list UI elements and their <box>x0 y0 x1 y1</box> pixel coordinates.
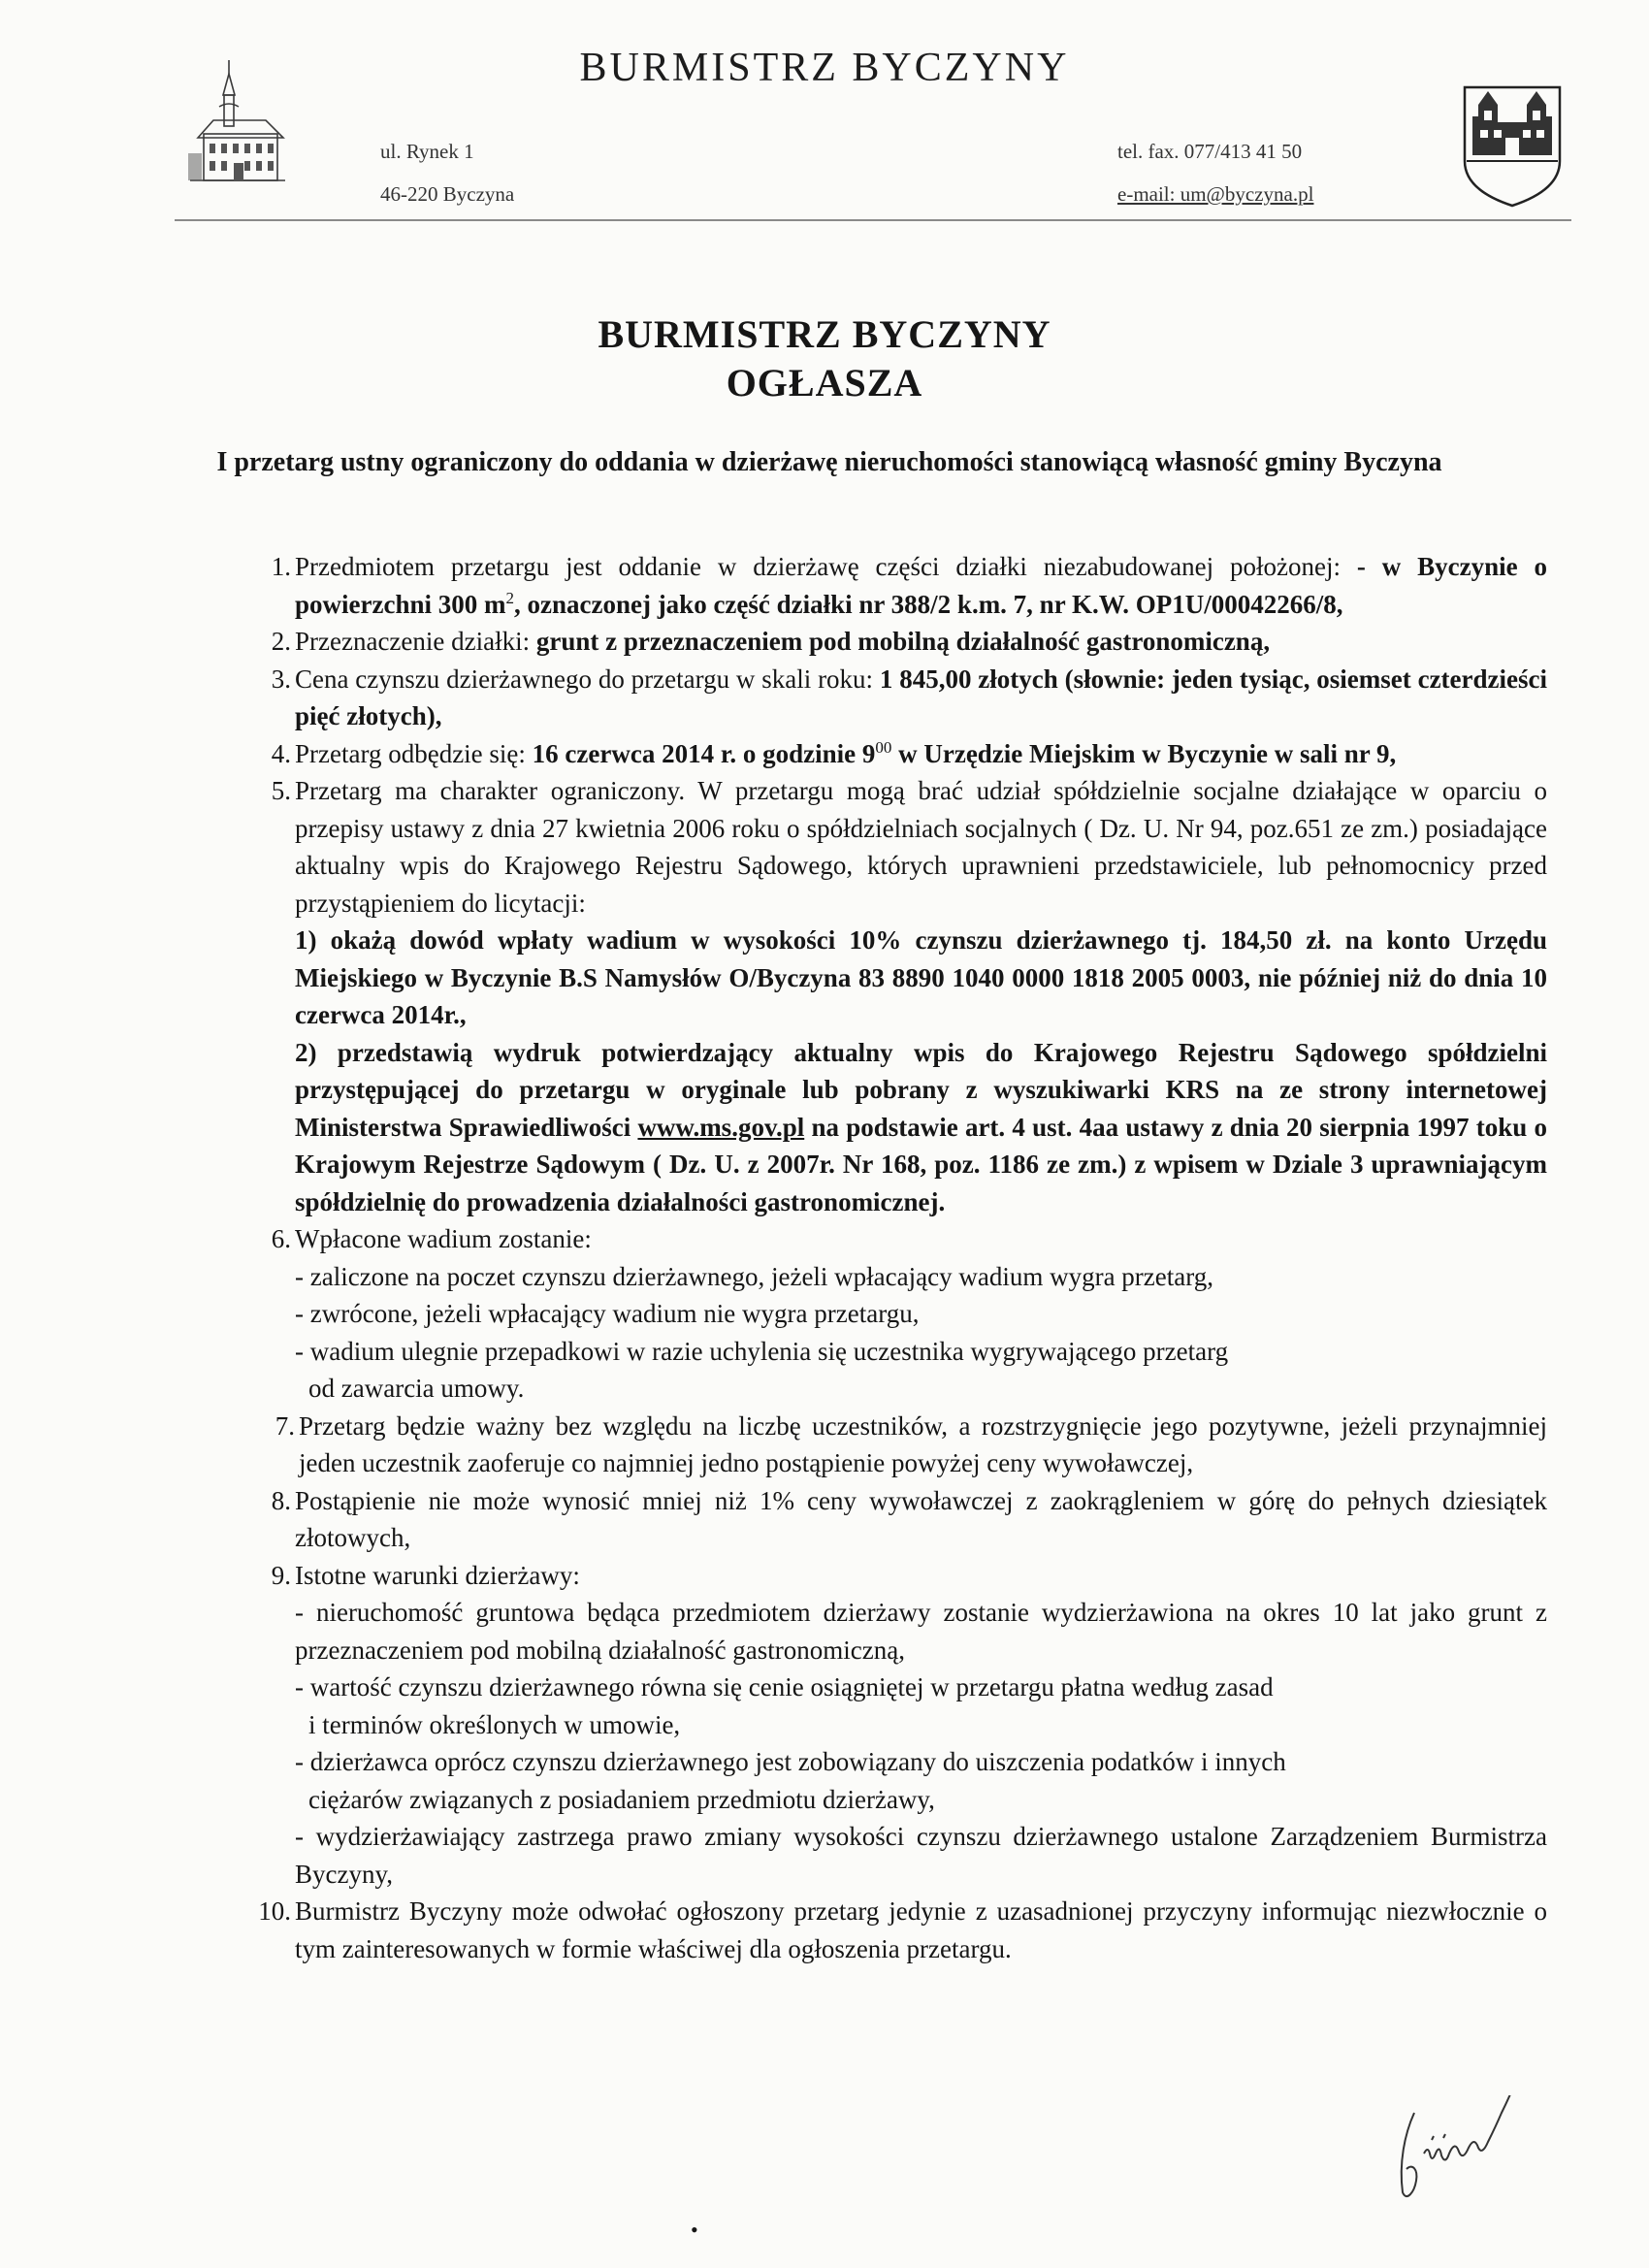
email-link[interactable]: e-mail: um@byczyna.pl <box>1117 182 1314 206</box>
letterhead-divider <box>175 219 1571 221</box>
announcement-subtitle: I przetarg ustny ograniczony do oddania w dzierżawę nieruchomości stanowiącą własność gminy Byczyna <box>216 447 1442 477</box>
item-bold: w Urzędzie Miejskim w Byczynie w sali nr 9, <box>891 738 1397 768</box>
ms-gov-link[interactable]: www.ms.gov.pl <box>637 1112 805 1142</box>
item-number: 4. <box>271 738 291 768</box>
item-bold: grunt z przeznaczeniem pod mobilną działalność gastronomiczną, <box>535 627 1271 656</box>
item-number: 10. <box>258 1896 291 1926</box>
bullet: - nieruchomość gruntowa będąca przedmiotem dzierżawy zostanie wydzierżawiona na okres 10 lat jako grunt z przeznaczeniem pod mobilną działalność gastronomiczną, <box>295 1598 1547 1665</box>
letterhead-title: BURMISTRZ BYCZYNY <box>579 46 1070 90</box>
heading-line-1: BURMISTRZ BYCZYNY <box>598 312 1051 356</box>
list-item-7 <box>242 1408 1547 1482</box>
list-item-6 <box>242 1220 1547 1408</box>
item-number: 3. <box>271 664 291 694</box>
item-number: 9. <box>271 1560 291 1590</box>
bullet: - zwrócone, jeżeli wpłacający wadium nie wygra przetargu, <box>295 1299 920 1328</box>
list-item-3 <box>242 661 1547 735</box>
bullet: - dzierżawca oprócz czynszu dzierżawnego jest zobowiązany do uiszczenia podatków i innych <box>295 1747 1286 1776</box>
item-superscript: 00 <box>875 737 892 757</box>
item-bold: 1 845,00 złotych (słownie: jeden tysiąc, osiemset czterdzieści pięć złotych), <box>295 664 1547 730</box>
list-item-10 <box>242 1893 1547 1967</box>
bullet-continuation: i terminów określonych w umowie, <box>308 1709 681 1739</box>
address-city: 46-220 Byczyna <box>380 182 515 206</box>
item-text: Przedmiotem przetargu jest oddanie w dzierżawę części działki niezabudowanej położonej: <box>295 552 1342 581</box>
list-item-2 <box>242 623 1547 661</box>
item-number: 2. <box>271 627 291 656</box>
bullet-continuation: od zawarcia umowy. <box>308 1374 525 1403</box>
bullet: - wartość czynszu dzierżawnego równa się cenie osiągniętej w przetargu płatna według zasad <box>295 1672 1274 1701</box>
item-text: Przeznaczenie działki: <box>295 627 536 656</box>
list-item-8 <box>242 1482 1547 1557</box>
item-bold: - w Byczynie o powierzchni 300 m <box>295 552 1548 619</box>
item-number: 7. <box>275 1410 295 1441</box>
phone-fax: tel. fax. 077/413 41 50 <box>1117 140 1303 163</box>
page-mark: • <box>691 2218 698 2242</box>
item-number: 5. <box>271 776 291 805</box>
announcement-body <box>242 548 1547 1967</box>
item-bold: , oznaczonej jako część działki nr 388/2 k.m. 7, nr K.W. OP1U/00042266/8, <box>513 589 1343 619</box>
bullet-continuation: ciężarów związanych z posiadaniem przedmiotu dzierżawy, <box>308 1784 935 1814</box>
handwritten-signature <box>1385 2095 1560 2212</box>
condition-1: 1) okażą dowód wpłaty wadium w wysokości 10% czynszu dzierżawnego tj. 184,50 zł. na konto Urzędu Miejskiego w Byczynie B.S Namysłów O/Byczyna 83 8890 1040 0000 1818 2005 0003, nie później niż do dnia 10 czerwca 2014r., <box>295 925 1547 1029</box>
address-street: ul. Rynek 1 <box>380 140 474 163</box>
item-text: Cena czynszu dzierżawnego do przetargu w skali roku: <box>295 664 880 694</box>
item-superscript: 2 <box>505 588 514 607</box>
coat-of-arms-icon <box>1459 83 1566 210</box>
bullet: - wydzierżawiający zastrzega prawo zmiany wysokości czynszu dzierżawnego ustalone Zarządzeniem Burmistrza Byczyny, <box>295 1822 1547 1889</box>
bullet: - wadium ulegnie przepadkowi w razie uchylenia się uczestnika wygrywającego przetarg <box>295 1336 1229 1366</box>
item-text: Przetarg ma charakter ograniczony. W przetargu mogą brać udział spółdzielnie socjalne działające w oparciu o przepisy ustawy z dnia 27 kwietnia 2006 roku o spółdzielniach socjalnych ( Dz. U. Nr 94, poz.651 ze zm.) posiadające aktualny wpis do Krajowego Rejestru Sądowego, których uprawnieni przedstawiciele, lub pełnomocnicy przed przystąpieniem do licytacji: <box>295 776 1547 918</box>
list-item-4 <box>242 735 1547 773</box>
heading-line-2: OGŁASZA <box>726 361 923 405</box>
item-number: 8. <box>271 1485 291 1515</box>
item-number: 1. <box>271 552 291 581</box>
town-hall-icon <box>184 56 291 192</box>
list-item-5 <box>242 772 1547 1220</box>
contact-block <box>1117 130 1313 215</box>
condition-2-text-cont: na podstawie art. 4 ust. 4aa ustawy z dnia 20 sierpnia 1997 toku o Krajowym Rejestrze Sądowym ( Dz. U. z 2007r. Nr 168, poz. 1186 ze zm.) z wpisem w Dziale 3 uprawniającym spółdzielnię do prowadzenia działalności gastronomicznej. <box>295 1112 1547 1216</box>
bullet: - zaliczone na poczet czynszu dzierżawnego, jeżeli wpłacający wadium wygra przetarg, <box>295 1261 1214 1291</box>
list-item-9 <box>242 1557 1547 1894</box>
item-bold: 16 czerwca 2014 r. o godzinie 9 <box>532 738 876 768</box>
item-text: Burmistrz Byczyny może odwołać ogłoszony przetarg jedynie z uzasadnionej przyczyny informując niezwłocznie o tym zainteresowanych w formie właściwej dla ogłoszenia przetargu. <box>295 1896 1547 1963</box>
item-text: Postąpienie nie może wynosić mniej niż 1% ceny wywoławczej z zaokrągleniem w górę do pełnych dziesiątek złotowych, <box>295 1485 1547 1552</box>
address-block <box>380 130 514 215</box>
item-text: Wpłacone wadium zostanie: <box>295 1224 592 1253</box>
item-number: 6. <box>271 1224 291 1253</box>
condition-2-text: 2) przedstawią wydruk potwierdzający aktualny wpis do Krajowego Rejestru Sądowego spółdzielni przystępującej do przetargu w oryginale lub pobrany z wyszukiwarki KRS na ze strony internetowej Ministerstwa Sprawiedliwości <box>295 1037 1547 1142</box>
item-text: Przetarg będzie ważny bez względu na liczbę uczestników, a rozstrzygnięcie jego pozytywne, jeżeli przynajmniej jeden uczestnik zaoferuje co najmniej jedno postąpienie powyżej ceny wywoławczej, <box>299 1410 1547 1477</box>
condition-2 <box>295 1034 1547 1221</box>
item-text: Przetarg odbędzie się: <box>295 738 533 768</box>
announcement-heading <box>0 310 1649 407</box>
item-text: Istotne warunki dzierżawy: <box>295 1560 580 1590</box>
list-item-1 <box>242 548 1547 623</box>
